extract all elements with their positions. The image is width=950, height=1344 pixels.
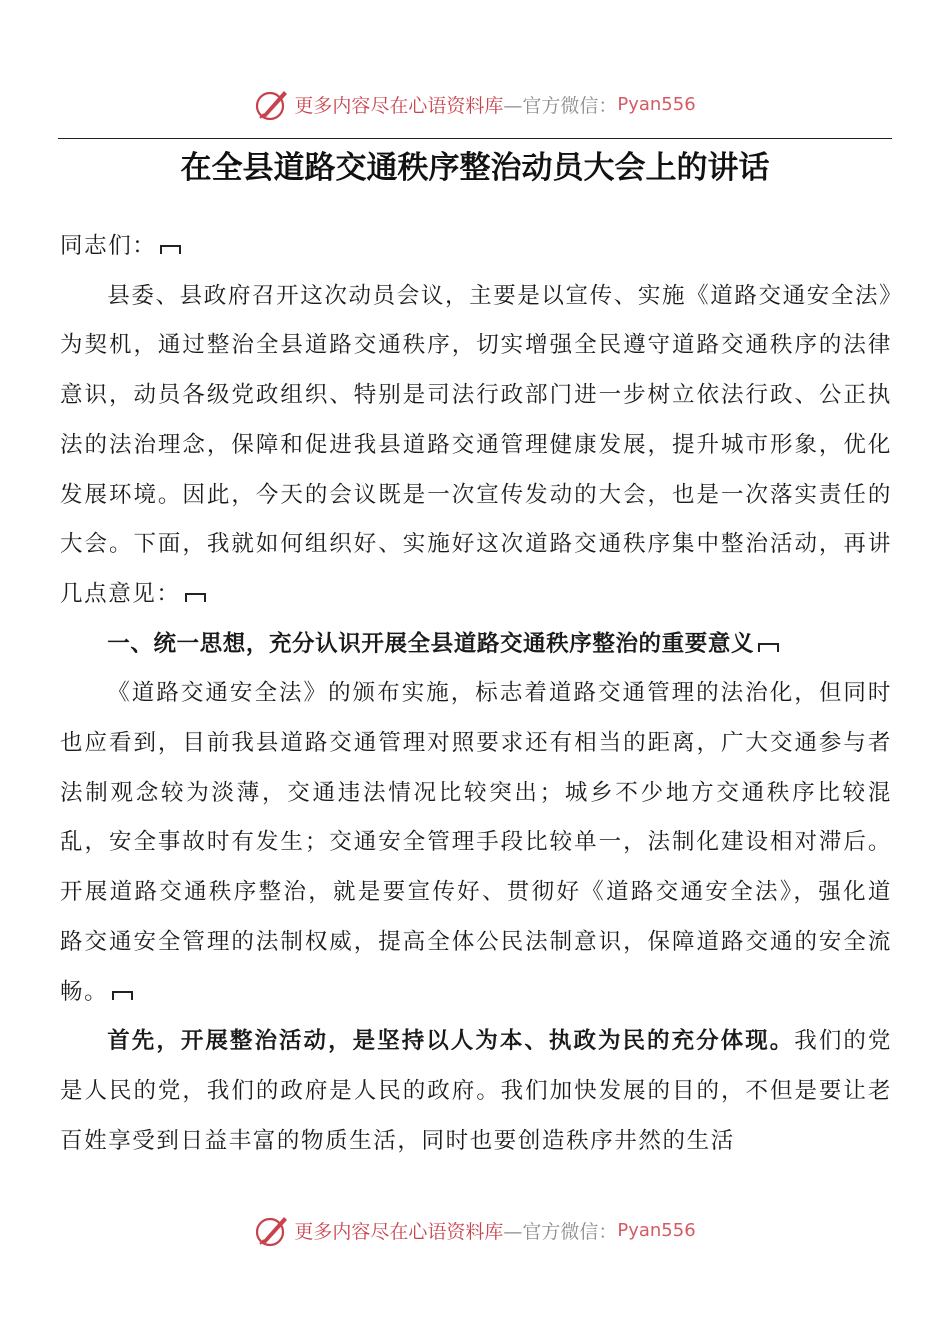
salutation-text: 同志们： — [60, 233, 157, 259]
paragraph-significance-text: 《道路交通安全法》的颁布实施，标志着道路交通管理的法治化，但同时也应看到，目前我县道路交通管理对照要求还有相当的距离，广大交通参与者法制观念较为淡薄，交通违法情况比较突出；城乡不少地方交通秩序比较混乱，安全事故时有发生；交通安全管理手段比较单一，法制化建设相对滞后。开展道路交通秩序整治，就是要宣传好、贯彻好《道路交通安全法》，强化道路交通安全管理的法制权威，提高全体公民法制意识，保障道路交通的安全流畅。 — [60, 680, 892, 1005]
paragraph-intro — [60, 272, 892, 620]
paragraph-mark-icon — [185, 593, 206, 602]
paragraph-mark-icon — [758, 643, 779, 652]
watermark-account: Pyan556 — [617, 93, 696, 115]
section-heading-1-text: 一、统一思想，充分认识开展全县道路交通秩序整治的重要意义 — [107, 630, 755, 657]
watermark-site-text: 更多内容尽在心语资料库 — [294, 1220, 504, 1243]
watermark-site-text: 更多内容尽在心语资料库 — [294, 94, 504, 117]
paragraph-significance — [60, 669, 892, 1017]
document-title: 在全县道路交通秩序整治动员大会上的讲话 — [180, 150, 770, 186]
paragraph-intro-text: 县委、县政府召开这次动员会议，主要是以宣传、实施《道路交通安全法》为契机，通过整治全县道路交通秩序，切实增强全民遵守道路交通秩序的法律意识，动员各级党政组织、特别是司法行政部门进一步树立依法行政、公正执法的法治理念，保障和促进我县道路交通管理健康发展，提升城市形象，优化发展环境。因此，今天的会议既是一次宣传发动的大会，也是一次落实责任的大会。下面，我就如何组织好、实施好这次道路交通秩序集中整治活动，再讲几点意见： — [60, 282, 892, 607]
first-point-lead: 首先，开展整治活动，是坚持以人为本、执政为民的充分体现。 — [107, 1028, 795, 1055]
salutation — [60, 222, 892, 272]
watermark-wechat-label: —官方微信： — [503, 1220, 618, 1243]
watermark-wechat-label: —官方微信： — [503, 94, 618, 117]
first-point-text: 我们的党是人民的党，我们的政府是人民的政府。我们加快发展的目的，不但是要让老百姓享受到日益丰富的物质生活，同时也要创造秩序井然的生活 — [60, 1028, 892, 1154]
header-rule — [58, 138, 892, 139]
watermark-account: Pyan556 — [617, 1219, 696, 1241]
section-heading-1 — [60, 620, 892, 670]
paragraph-mark-icon — [160, 245, 181, 254]
paragraph-first-point — [60, 1017, 892, 1166]
quill-pen-icon — [254, 1212, 290, 1248]
quill-pen-icon — [254, 86, 290, 122]
paragraph-mark-icon — [112, 991, 133, 1000]
header-watermark — [0, 84, 950, 124]
footer-watermark — [0, 1210, 950, 1250]
document-body — [60, 222, 892, 1166]
